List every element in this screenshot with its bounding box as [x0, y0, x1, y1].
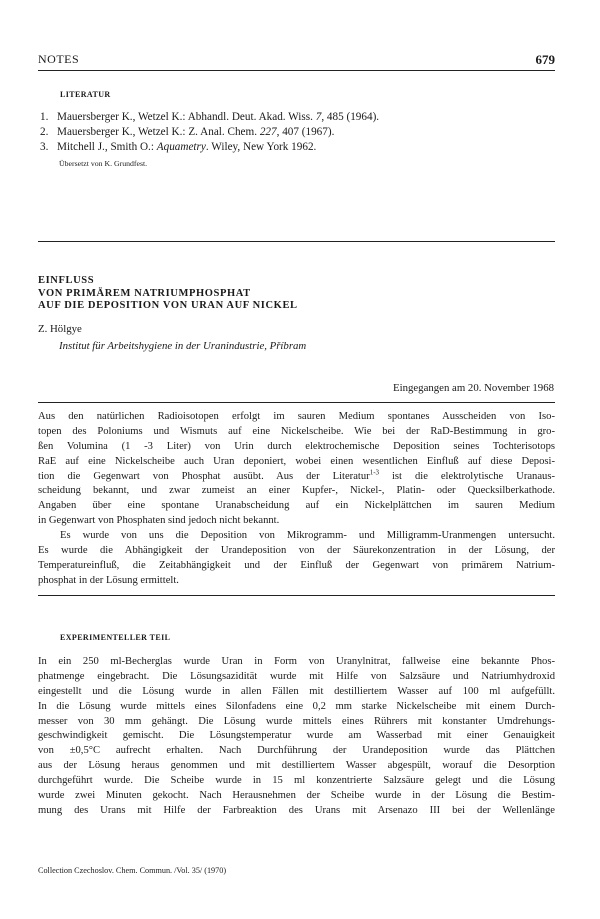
- journal-footer: Collection Czechoslov. Chem. Commun. /Vol. 35/ (1970): [38, 866, 227, 875]
- page-number: 679: [535, 52, 555, 67]
- abstract-bottom-rule: [38, 595, 555, 596]
- received-date: Eingegangen am 20. November 1968: [392, 382, 554, 394]
- reference-item: 2. Mauersberger K., Wetzel K.: Z. Anal. Chem. 227, 407 (1967).: [40, 126, 335, 138]
- reference-list: [40, 110, 540, 155]
- reference-item: 1. Mauersberger K., Wetzel K.: Abhandl. Deut. Akad. Wiss. 7, 485 (1964).: [40, 111, 380, 123]
- literature-heading: LITERATUR: [60, 90, 111, 99]
- title-line: EINFLUSS: [38, 275, 95, 286]
- author-affiliation: Institut für Arbeitshygiene in der Uranindustrie, Příbram: [59, 340, 307, 352]
- abstract-top-rule: [38, 402, 555, 403]
- running-header: [38, 52, 555, 71]
- section-label: NOTES: [38, 52, 80, 66]
- author-name: Z. Hölgye: [38, 323, 82, 335]
- citation-superscript: 1-3: [369, 468, 380, 477]
- intro-paragraph: Aus den natürlichen Radioisotopen erfolgt im sauren Medium spontanes Ausscheiden von Iso- topen des Poloniums und Wismuts auf eine Nickelscheibe. Wie bei der RaD-Bestimmung in gro- ßen Volumina (1 -3 Liter) von Urin durch elektrochemische Deposition seines Tochterisotops RaE auf eine Nickelscheibe auch Uran deponiert, wobei einen wesentlichen Einfluß auf diese Deposi- tion die Gegenwart von Phosphat ausübt. Aus der Literatur$^{1-3}$ ist die elektrolytische Uranaus- scheidung bekannt, und zwar zumeist an einer Kupfer-, Nickel-, Platin- oder Quecksilberkathode. Angaben über eine spontane Uranabscheidung auf ein Nickelplättchen im sauren Medium in Gegenwart von Phosphaten sind jedoch nicht bekannt. Es wurde von uns die Deposition von Mikrogramm- und Milligramm-Uranmengen untersucht. Es wurde die Abhängigkeit der Urandeposition von der Säurekonzentration in der Lösung, der Temperatureinfluß, die Zeitabhängigkeit und der Einfluß der Gegenwart von primärem Natrium- phosphat in der Lösung ermittelt.: [38, 411, 556, 586]
- section-divider: [38, 241, 555, 242]
- reference-item: 3. Mitchell J., Smith O.: Aquametry. Wiley, New York 1962.: [40, 141, 317, 153]
- translator-note: Übersetzt von K. Grundfest.: [59, 159, 148, 168]
- experimental-heading: EXPERIMENTELLER TEIL: [60, 633, 171, 642]
- title-line: VON PRIMÄREM NATRIUMPHOSPHAT: [38, 287, 251, 299]
- article-title: [38, 275, 298, 313]
- title-line: AUF DIE DEPOSITION VON URAN AUF NICKEL: [38, 300, 298, 311]
- experimental-paragraph: In ein 250 ml-Becherglas wurde Uran in Form von Uranylnitrat, fallweise eine bekannte Phos- phatmenge eingebracht. Die Lösungsazidität wurde mit Hilfe von Salzsäure und Natriumhydroxid eingestellt und die Lösung wurde in allen Fällen mit destilliertem Wasser auf 100 ml aufgefüllt. In die Lösung wurde mittels eines Silonfadens eine 0,2 mm starke Nickelscheibe mit einem Durch- messer von 30 mm gehängt. Die Lösung wurde mittels eines Rührers mit konstanter Umdrehungs- geschwindigkeit gemischt. Die Lösungstemperatur wurde am Wasserbad mit einer Genauigkeit von ±0,5°C aufrecht erhalten. Nach Durchführung der Urandeposition wurde das Plättchen aus der Lösung heraus genommen und mit destilliertem Wasser abgespült, worauf die Desorption durchgeführt wurde. Die Scheibe wurde in 15 ml konzentrierte Salzsäure gelegt und die Lösung wurde zwei Minuten gekocht. Nach Herausnehmen der Scheibe wurde in der Lösung die Bestim- mung des Urans mit Hilfe der Farbreaktion des Urans mit Arsenazo III bei der Wellenlänge: [38, 656, 555, 816]
